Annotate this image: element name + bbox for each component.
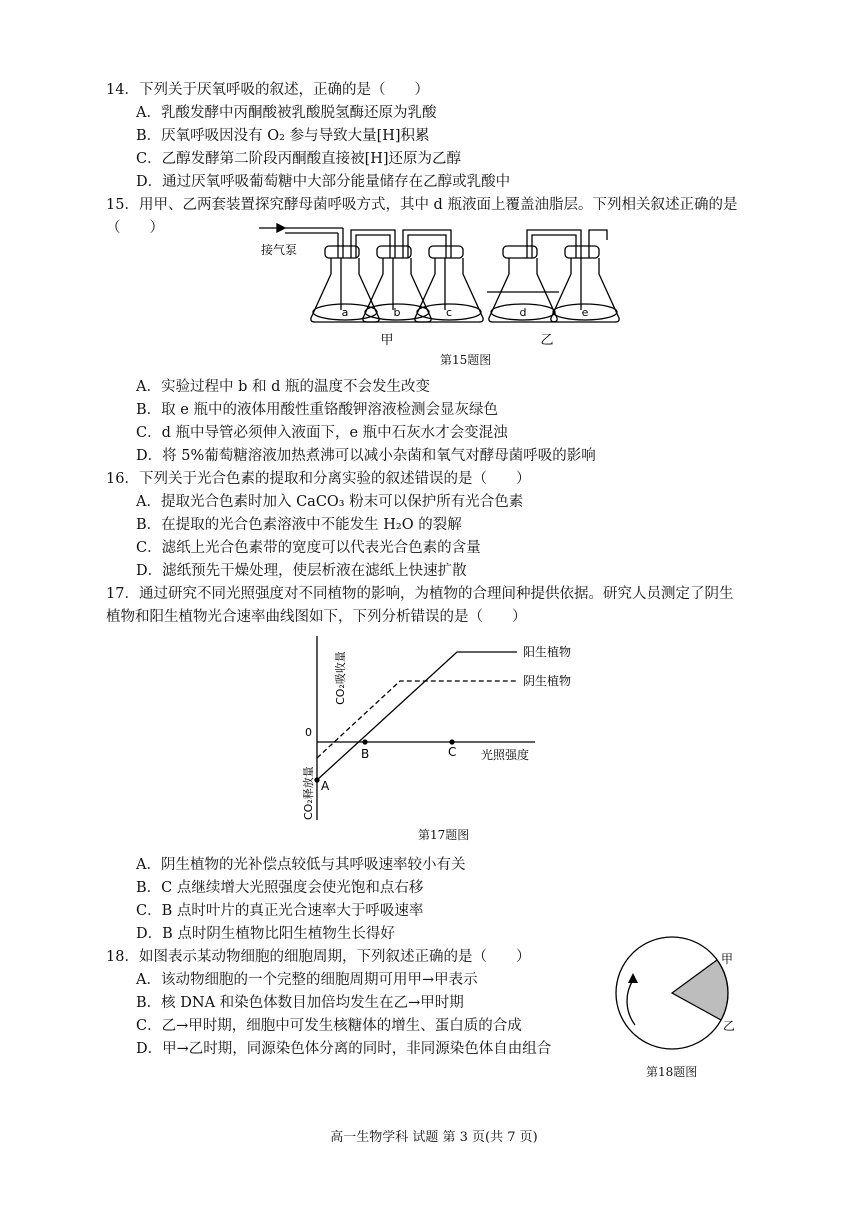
pump-label: 接气泵 (261, 243, 298, 257)
shade-plant-label: 阴生植物 (523, 674, 572, 688)
question-17-option-c: C．B 点时叶片的真正光合速率大于呼吸速率 (136, 903, 424, 919)
question-14-option-b: B．厌氧呼吸因没有 O₂ 参与导致大量[H]积累 (136, 128, 430, 144)
sun-plant-label: 阳生植物 (523, 645, 572, 659)
cycle-sector (672, 960, 728, 1020)
figure-17-graph (295, 630, 595, 830)
group-jia-label: 甲 (380, 333, 394, 348)
x-axis-label: 光照强度 (481, 748, 530, 762)
flask-a-label: a (341, 306, 349, 319)
question-15-stem: 15．用甲、乙两套装置探究酵母菌呼吸方式，其中 d 瓶液面上覆盖油脂层。下列相关叙述正确的是 (106, 197, 738, 213)
question-14-option-d: D．通过厌氧呼吸葡萄糖中大部分能量储存在乙醇或乳酸中 (136, 174, 511, 190)
question-17-option-a: A．阴生植物的光补偿点较低与其呼吸速率较小有关 (136, 857, 466, 873)
figure-15-apparatus (255, 218, 625, 353)
group-yi-label: 乙 (540, 333, 554, 348)
label-jia: 甲 (721, 952, 734, 966)
figure-18-cell-cycle (605, 935, 755, 1060)
question-18-option-d: D．甲→乙时期，同源染色体分离的同时，非同源染色体自由组合 (136, 1041, 552, 1057)
question-18-option-a: A．该动物细胞的一个完整的细胞周期可用甲→甲表示 (136, 972, 478, 988)
y-up-label: CO₂吸收量 (334, 651, 347, 705)
question-16-option-d: D．滤纸预先干燥处理，使层析液在滤纸上快速扩散 (136, 563, 467, 579)
question-18-stem: 18．如图表示某动物细胞的细胞周期，下列叙述正确的是（ ） (106, 949, 531, 965)
direction-arrow (627, 980, 635, 1025)
y-down-label: CO₂释放量 (302, 766, 315, 820)
point-c-label: C (448, 745, 457, 759)
question-15-option-a: A．实验过程中 b 和 d 瓶的温度不会发生改变 (136, 379, 430, 395)
question-16-stem: 16．下列关于光合色素的提取和分离实验的叙述错误的是（ ） (106, 471, 531, 487)
figure-17-caption: 第17题图 (418, 828, 470, 842)
question-14-option-c: C．乙醇发酵第二阶段丙酮酸直接被[H]还原为乙醇 (136, 151, 462, 167)
question-18-option-b: B．核 DNA 和染色体数目加倍均发生在乙→甲时期 (136, 995, 464, 1011)
page-footer: 高一生物学科 试题 第 3 页(共 7 页) (330, 1130, 538, 1145)
question-15-option-d: D．将 5%葡萄糖溶液加热煮沸可以减小杂菌和氧气对酵母菌呼吸的影响 (136, 448, 596, 464)
flask-d-label: d (519, 306, 527, 319)
figure-15-caption: 第15题图 (440, 353, 492, 367)
question-16-option-c: C．滤纸上光合色素带的宽度可以代表光合色素的含量 (136, 540, 481, 556)
point-c (449, 739, 454, 744)
question-17-stem-cont: 植物和阳生植物光合速率曲线图如下，下列分析错误的是（ ） (106, 609, 527, 625)
question-15-stem-cont: （ ） (106, 220, 164, 236)
point-b (362, 739, 367, 744)
flask-b-label: b (393, 306, 401, 319)
point-b-label: B (361, 747, 370, 761)
flask-e-label: e (581, 306, 589, 319)
question-17-option-d: D．B 点时阴生植物比阳生植物生长得好 (136, 926, 395, 942)
flask-c-label: c (445, 306, 453, 319)
shade-plant-curve (317, 681, 517, 758)
question-16-option-b: B．在提取的光合色素溶液中不能发生 H₂O 的裂解 (136, 517, 462, 533)
figure-18-caption: 第18题图 (646, 1065, 698, 1079)
question-15-option-c: C．d 瓶中导管必须伸入液面下，e 瓶中石灰水才会变混浊 (136, 425, 508, 441)
origin-label: 0 (305, 726, 312, 739)
question-15-option-b: B．取 e 瓶中的液体用酸性重铬酸钾溶液检测会显灰绿色 (136, 402, 498, 418)
label-yi: 乙 (723, 1019, 736, 1033)
question-14-option-a: A．乳酸发酵中丙酮酸被乳酸脱氢酶还原为乳酸 (136, 105, 437, 121)
question-17-option-b: B．C 点继续增大光照强度会使光饱和点右移 (136, 880, 424, 896)
question-18-option-c: C．乙→甲时期，细胞中可发生核糖体的增生、蛋白质的合成 (136, 1018, 522, 1034)
point-a (314, 777, 319, 782)
question-16-option-a: A．提取光合色素时加入 CaCO₃ 粉末可以保护所有光合色素 (136, 494, 524, 510)
question-17-stem: 17．通过研究不同光照强度对不同植物的影响，为植物的合理间种提供依据。研究人员测定了阴生 (106, 586, 734, 602)
question-14-stem: 14．下列关于厌氧呼吸的叙述，正确的是（ ） (106, 82, 429, 98)
point-a-label: A (321, 779, 330, 793)
